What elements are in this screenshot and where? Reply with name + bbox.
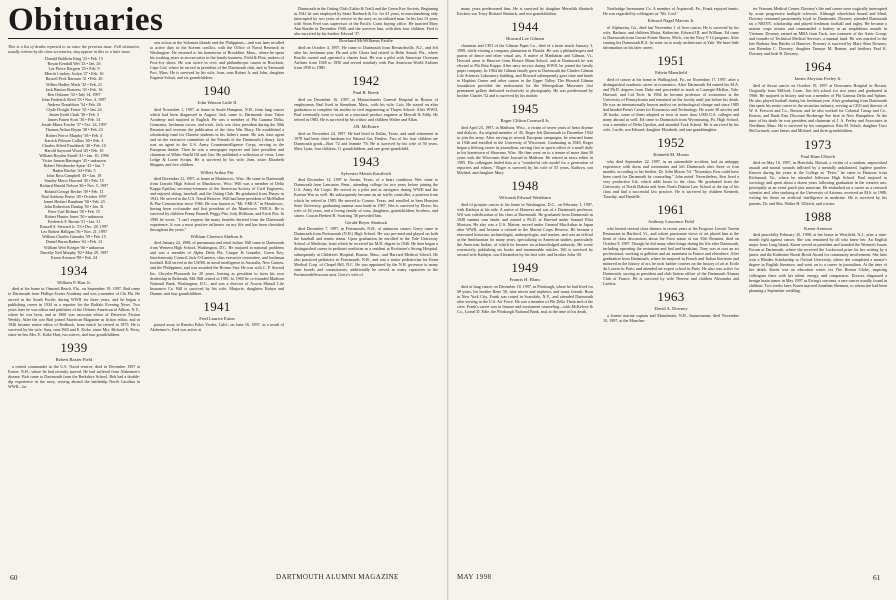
obituary-name: Paul Hans Ulbrich [801,153,835,159]
death-list-item: Ben Osborne '33 • July 14, 1997 [47,91,101,97]
obituary-text: passed away in Rancho Palos Verdes, Calif., on June 16, 1997, as a result of Alzheimer's. Fred was active at [150,322,284,333]
death-list-item: Merritt Lindsey Joslyn '27 • Feb. 16 [44,71,104,77]
obituary-text: who hosted several class dinners in recent years at his Frograce Lavoitt Tavern Restaurant in Hartford, Vt., and whose passionate views of art placed him at the heart of class discussions about the Frost statue at our 35th Reunion, died on October 9, 1997. Though he did many other things during his life after Dartmouth, including operating the restaurant and bed and breakfast, Tony was at root an art professional, working at galleries and art museums in France and elsewhere. After graduation from Dartmouth, where he majored in French and Italian literature and minored in the history of art, he took further courses on the history of art at Ecole du Louvre in Paris, and attended art-expert school in Paris. He also was active for Dartmouth, serving as president and club liaison officer of the Dartmouth Alumni Club of France. He is survived by wife Therese and children Alexandra and Laetitia. [603,225,739,287]
obituary-name: Howard Lee Gilman [506,36,544,42]
class-year-heading: 1949 [511,260,539,276]
obituary-text: chairman and CEO of the Gilman Paper Co., died of a heart attack January 3, 1998, while visiting a company plantation in Florida. He was a philanthropist and patron of dance and other visual arts. A native of Manhattan and Gilman, Vt., Howard came to Hanover from Horace Mann School, and at Dartmouth he was elected to Phi Beta Kappa. After navy service during WWII, he joined the family paper company. In 1964 the Gilman family gave to Dartmouth the Charles Gilman Life Sciences Laboratory building, and Howard subsequently gave time and funds to Hopkins Center and other causes in the Upper Valley. The Howard Gilman foundation provided the endowment for the Metropolitan Museum's first permanent gallery dedicated exclusively to photography. He was predeceased by brother Charles '52 and is survived by his mother. [457,42,593,99]
death-list-item: Richard Harold Nelson '46 • Nov. 5, 1997 [39,183,109,189]
obituary-name: Karen Arenson [804,225,832,231]
obituary-name: William P. Hart Jr. [57,279,91,285]
obituary-text: who died September 22, 1997, in an automobile accident, had an unhappy experience with dorm and roommates and left Dartmouth after three or four months, according to his brother, Dr. John Moran '54. "Nowadays Ken could have been cared for Dartmouth by counseling." John noted. Nevertheless, Ken lived a very productive life, which adds luster to the class. He graduated from the University of North Dakota and from North Dakota Law School at the top of his class and had a successful law practice. He is survived by children Kenneth, Timothy, and Danielle. [603,158,739,199]
obituary-text: died peacefully February 25, 1998, at her home in Westfield, N.J., after a nine-month fight against cancer. She was remained by all who knew her. An English major from Long Island, Karen served as president and founded the Women's Issues Forum at Dartmouth, where she received the Lockwood prize for her writing by a junior and the Katherine Brook Brock Award for community involvement. She later won a Rhodes Scholarship to Oxford University, where she completed a master's degree in English literature, and went on to a career in journalism. At the time of her death, Karen was an education writer for The Boston Globe, inspiring colleagues there with her talent, energy, and compassion. Doctors diagnosed a benign brain tumor in May 1997 as Ewing's sarcoma, a rare cancer usually found in children. Two weeks later, Karen married Jonathan Sherman, to whom she had been planning a September wedding. [749,232,887,293]
obituary-text: a former marine captain and Manchester, N.H., businessman, died November 10, 1997, at the Manches- [603,312,739,323]
obituary-text: of Alpharetta, Ga., died last November 1 of liver cancer. He is survived by his wife, Barbara, and children Moira, Katherine, Edward III, and William. Ed came to Dartmouth from Grosse Pointe Shores, Mich., via the Navy V-12 program. After earning his Dartmouth B.A. he went on to study architecture at Yale. We have little information on his later career. [603,24,739,50]
death-list-item: William Boyden Ensell '41 • Jan. 10, 1996 [39,152,109,158]
left-page [0,0,446,600]
death-list-item: William Weir Krieger '66 • unknown [43,244,105,250]
death-list-item: William Charles Grimsby '59 • Feb. 15 [42,234,106,240]
obituary-name: Kenneth M. Moran [653,152,689,158]
obituary-text: died of cancer at his home in Wallingford, Pa., on November 17, 1997, after a distinguished academic career in economics. After Dartmouth Ed earned his M.A. and Ph.D. degrees from Duke and proceeded to teach at Carnegie-Mellon, Yale, Harvard, and Cal Tech. In 1964 he became professor of economics at the University of Pennsylvania and remained on the faculty until just before his death. He was an internationally known analyst on technological change and since 1985 had headed Penn's Center for Economics and Technology. He wrote 30 articles and 20 books, some of them adopted as texts at more than 1,000 U.S. colleges and many abroad as well. Ed came to Dartmouth from Wyomissing, Pa. High School, was a member of Delta Upsilon, and attended Tuck School. He is survived by his wife, Lucile, son Edward, daughter Elizabeth, and one granddaughter. [603,76,739,132]
death-list-item: Andrew Donaldson '34 • Feb. 26 [47,101,101,107]
obituary-text: died December 21, 1997, at home in Manitowoc, Wisc. He came to Dartmouth from Lincoln High School in Manitowoc, Wisc. Will was a member of Delta Kappa Epsilon, secretary-treasurer of the American Society of Civil Engineers, and enjoyed skiing, baseball, and the Outing Club. He graduated from Thayer in 1941. He served in the U.S. Naval Reserve. Will had been president of McMullen & Pitz Construction since 1946. He was known as "Mr. YMCA" in Manitowoc, having been co-founder and first president of the Manitowoc YMCA. He is survived by children Penny Barnell, Peggy Pitz, Jody Holloran, and Erich Pitz. In 1990 he wrote, "I can't express the many benefits derived from the Dartmouth experience. It was a most positive influence on my life and has been cherished throughout the years." [150,176,284,232]
class-year-heading: 1940 [203,83,231,99]
obituary-text: died at his home in Ormond Beach, Fla., on September 19, 1997. Bud came to Dartmouth from Phillips Exeter Academy and was a member of Chi Phi. He served in the South Pacific during WWII for three years, and he began a publishing career in 1934 as a reporter for the Buffalo Evening News. Two years later he was editor and publisher of the Orleans American in Albion, N.Y., where he was born, and in 1960 was associate editor of Detective Fiction Weekly. After the war Bud joined American Magazine as fiction editor, and in 1946 became senior editor of Redbook, from which he retired in 1975. He is survived by his wife, Sara, sons Will and E. Kirke, sister Mrs. Richard A. Perry, sister-in-law Mrs. E. Kirke Hart, two nieces, and four grandchildren. [8,286,140,337]
death-list-item: Haden Ritchie '44 • Feb. 5 [52,168,96,174]
obituary-name: Francis H. Blanc [509,277,541,283]
obituary-name: Robert Baxter Field [55,356,93,362]
death-list-item: Harold Sayward Wood '40 • Feb. 10 [44,147,104,153]
obituary-name: Rowland McWilliams Fairlie [339,38,393,44]
column-right-1 [457,6,593,569]
obituary-name: Willett Arthur Pitt [200,169,234,175]
death-list-item: Lee Pierce Bergren '25 • Feb. 9 [48,66,100,72]
class-year-heading: 1944 [511,19,539,35]
class-year-heading: 1988 [804,208,832,224]
obituary-name: J.B. McEntire [353,123,379,129]
death-list [8,56,140,260]
obituary-name: Edward Nagel Marcus Jr. [647,18,695,24]
obituary-text: died December 12, 1997 in Austin, Texas, of a heart condition. Wes came to Dartmouth from Lancaster, Penn., attending college for two years before joining the U.S. Army Air Corps. He served as a pilot and as navigator during WWII and the Korean War as well. He subsequently became an air traffic controller, a position from which he retired in 1985. He moved to Conroe, Texas, and enrolled in Sam Houston State University, graduating summa cum laude in 1987. Wes is survived by Eloise, his wife of 44 years, and a loving family of sons, daughters, grandchildren, brothers, and sisters. Cousin Herbert B. Swarting '38 preceded him. [294,177,438,218]
death-list-item: Russell S. Steward Jr. '53 • Dec. 28, 1997 [40,224,108,230]
class-year-heading: 1943 [352,153,380,169]
obituary-text: saw action in the Solomon Islands and the Philippines—and was later recalled to active duty in the Korean conflict, with the Office of Naval Research in Washington. He returned to his hometown of Brookline, Mass., where he spent his working years as an executive in the family business, Field & Flint, makers of Foot-Joy shoes. He was active in civic and philanthropic causes in Brockton, Cape Cod, where he served as president of the Dartmouth club, and in Yarmouth Port, Mass. He is survived by his wife, Jean, sons Robert Jr. and John, daughter Eugenie Schott, and six grandchildren. [150,40,284,81]
class-year-heading: 1941 [203,298,231,314]
death-list-item: Donald Baldwin King '23 • Feb. 15 [45,56,103,62]
death-list-item: Boyan Kendall Wei '23 • Jan. 26 [47,61,101,67]
page-title: Obituaries [8,2,164,38]
class-year-heading: 1939 [60,339,88,355]
death-list-item: Robert Westbrooke Spear '43 • Jan. 7 [43,163,105,169]
class-year-heading: 1934 [60,262,88,278]
obituary-text: died of lung cancer on December 18, 1997, in Pittsburgh, where he had lived for 38 years, his brother Rene '50, nine nieces and nephews, and many friends. Born in New York City, Frank was raised in Scarsdale, N.Y., and attended Dartmouth after serving in the U.S. Air Force. He was a member of Phi Delta Theta and of the crew. Frank's career was in finance and investment counseling—with McKelvey & Co., Lionel D. Edie, the Pittsburgh National Bank, and, at the time of his death, [457,283,593,315]
death-list-item: John Frederick Reed '33 • Nov. 4, 1997 [41,96,107,102]
death-list-item: Jack Benton Hostress '33 • Feb. 16 [45,86,103,92]
death-list-item: Josiah Minot Fowler '37 • Oct. 24, 1997 [41,122,107,128]
class-year-heading: 1942 [352,73,380,89]
class-year-heading: 1961 [657,202,685,217]
class-year-heading: 1963 [657,289,685,305]
death-list-item: Charles Alfred Pinchbeck '40 • Feb. 10 [42,142,106,148]
death-list-item: Karrick Pelouze Collins '40 • Feb. 4 [44,137,104,143]
obituary-text: died on November 24, 1997. He had lived in Dallas, Texas, and until retirement in 1978 had been chief landman for Natural Gas Finders. Two of his four children are Dartmouth grads—Bart '72 and Jeannie '76. He is survived by his wife of 50 years, Mary Lynn, four children, 11 grandchildren, and one great-grandchild. [294,130,438,151]
death-list-item: Clyde Dwight Foster '35 • Jan. 24 [46,107,102,113]
class-year-heading: 1973 [804,136,832,152]
obituary-text: died December 7, 1997, in Portsmouth, N.H., of unknown causes. Gerry came to Dartmouth from Portsmouth (N.H.) High School. He was pre-med and played on both the baseball and tennis teams. Upon graduation he enrolled in the Yale University School of Medicine, from which he received his M.D. degree in 1946. He then began a distinguished career in pediatric medicine as a resident at Rochester's Strong Hospital, subsequently at Children's Hospital, Boston, Mass., and Harvard Medical School. He also practiced pediatrics in Portsmouth, N.H., and was a senior pediatrician for Kenn Medical Corp. of Chapel Hill, N.C. He was appointed by the N.H. governor to many state boards and commissions, additionally he served as many capacities in the Portsmouth/Seacoast area. Gerry's wife of [294,226,438,277]
class-year-heading: 1964 [804,59,832,75]
death-list-item: Roland George Becker '49 • Feb. 11 [44,188,104,194]
obituary-text: died April 23, 1997, in Madison, Wisc., a victim of seven years of heart disease and dialysis. An original member of '45, Roger left Dartmouth in December 1942 to join the army. After serving in several European campaigns, he returned home in 1946 and enrolled in the University of Wisconsin. Graduating in 1948, Roger began a lifelong career in journalism, serving first as sports editor of a small daily in his hometown of Shawano, Wisc. He then went on to a tenure of more than 30 years with the Wisconsin State Journal in Madison. He retired as news editor in 1985. His colleagues hailed him as a "wonderful role model for a generation of reporters and editors." Roger is survived by his wife of 55 years, Kathryn, son Michael, and daughter Mary. [457,124,593,176]
obituary-name: Paul B. Breck [353,90,379,96]
death-list-item: Timothy Neil Murphy '82 • May 29, 1997 [39,249,109,255]
column-right-2 [603,6,739,569]
obituary-name: Gerald Boyer Shattuck [344,219,388,225]
page-number-right: 61 [873,573,881,582]
class-year-heading: 1948 [511,178,539,194]
class-year-heading: 1952 [657,135,685,151]
column-left-3 [294,6,438,569]
footer-date: MAY 1998 [457,573,492,581]
column-left-2 [150,40,284,569]
column-left-1 [8,44,140,569]
obituary-name: Fred Laurice Eaton [199,315,235,321]
death-list-item: Thomas Arthur Bryan '38 • Feb. 23 [45,127,103,133]
class-year-heading: 1951 [657,52,685,68]
intro-text: This is a list of deaths reported to us since the previous issue. Full obituaries, usually written by the class secretaries, may appear in this or a later issue. [8,44,140,55]
column-right-3 [749,6,887,569]
page-number-left: 60 [10,573,18,582]
death-list-item: Robert Hunter Jones '50 • unknown [44,214,104,219]
obituary-text: died on May 10, 1997, in Honolulu, Hawaii, a victim of a random, unprovoked assault and mortal wounds inflicted by a mentally unbalanced, fugitive parolee. Known during his years at the College as "Peter," he came to Hanover from Richmond, Va., where he attended Jefferson High School. Paul majored in sociology and spent about a dozen years following graduation in the creative arts, principally as an event patch jazz musician. He embarked on a career as a research scientist and, after studying at the University of Arizona, received an M.S. in 1988, writing his thesis on artificial intelligence in medicine. He is survived by his parents, Dr. and Mrs. Walter H. Ulbrich, and a sister. [749,160,887,206]
death-list-item: James Herbert Burnham '50 • Feb. 23 [43,198,105,204]
obituary-text: died January 22, 1998, of pneumonia and renal failure. Bill came to Dartmouth from Western High School, Washington, D.C. He majored in national problems and was a member of Alpha Delta Phi, Casque & Gauntlet, Green Key, Interfraternity Council, Jack-O-Lantern, class executive committee, and freshman football. Bill served in the USNR, in naval intelligence in Australia, New Guinea, and the Philippines, and was awarded the Bronze Star. He was with C. P. Seward Inc. Chrysler-Plymouth for 20 years, leaving as president to form his own dealership in Bethesda, Md. Bill retired in 1981. In 1960 he co-founded Madison National Bank, Washington, D.C., and was a director of Acacia Mutual Life Insurance Co. Bill is survived by his wife, Marjorie, daughters Robyn and Dianne, and four grandchildren. [150,240,284,296]
obituary-text: died on December 16, 1997, at Massachusetts General Hospital in Boston of emphysema. Paul lived in Stoneham, Mass., with his wife, Lois. He stayed on after graduation to complete his studies in civil engineering at Thayer School. After WWII, Paul eventually went to work as a structural product engineer at Metcalf & Eddy. He retired in 1983. He is survived by his widow and children Walter and Allan. [294,96,438,122]
obituary-text: a retired commander in the U.S. Naval reserve, died in December 1997 at Exeter, N.H., where he had recently moved. He had suffered from Alzheimer's disease. Bob came to Dartmouth from the Berkshire School. Bob had a double-dip experience in the navy, serving aboard the battleship North Carolina in WWII—he [8,363,140,389]
death-list-item: Peter Carl Holmes '50 • Feb. 15 [48,208,100,214]
obituary-name: Anthony Lawrence Field [648,219,694,224]
death-list-item: James Keith Clark '36 • Feb. 3 [49,112,99,118]
obituary-name: John Watson Little II [197,100,237,106]
footer-magazine: DARTMOUTH ALUMNI MAGAZINE [276,573,399,581]
death-list-item: Stanley Morss Howard '45 • Feb. 15 [44,178,104,184]
death-list-item: Paul Anthony Peters '49 • October 1997 [41,193,107,199]
obituary-name: James Aloysius Feeley Jr. [794,76,842,82]
obituary-text: Northridge Investment Co. A member of Aspinwall, Pa., Frank enjoyed tennis. He was regarded by colleagues as "Mr. Cool." [603,6,739,17]
obituary-name: Wilcomb Edward Washburn [499,195,551,201]
death-list-item: Karen Arenson '88 • Feb. 24 [50,254,98,260]
obituary-text: died on October 4, 1997. He came to Dartmouth from Bernardsville, N.J., and left after his freshman year. He and wife Gloria had retired to Hobe Sound, Fla., where Rowlie owned and operated a charter boat. He was a pilot with American Overseas Airlines from 1948 to 1950 and served similarly with Pan American World Airlines from 1950 to 1980. [294,44,438,71]
obituary-name: Edwin Mansfield [655,69,687,75]
death-list-item: Wilber Hadley Mack '32 • Feb. 21 [45,81,102,87]
death-list-item: Daniel Baran Radner '62 • Feb. 13 [45,239,103,245]
death-list-item: Leo Robert Halligan '56 • Nov. 21, 1997 [40,229,108,235]
obituary-text: Dartmouth in the Outing Club (Cabin & Trail) and the Green Key Society. Beginning in 1941 he was employed by Sears Roebuck & Co. for 41 years, in merchandising only interrupted by two years of service in the navy as an enlisted man. In his last 13 years with Sears Fred was supervisor of the Pacific Coast buying office. He married Mary Ann Raeder in December 1940, and she survives him, with their four children. Fred is also survived by his brother Edward '37. [294,6,438,37]
death-list-item: John Robertson Dunlap '50 • Jan. 31 [44,203,104,209]
obituary-text: many years predeceased him. He is survived by daughter Meredith Shattuck Kecken, son Tracy Richard Shattuck, and two grandchildren. [457,6,593,17]
obituary-text: ter Veterans Medical Center. Downey's life and career were tragically interrupted by acute progressive multiple sclerosis. Although wheelchair bound and blind, Downey remained passionately loyal to Dartmouth. Downey attended Dartmouth on a NROTC scholarship and played freshman football and rugby. He became a marine corps aviator and commanded a battery in an amphibious assault in Vietnam. Downey earned an MBA from Tuck, was treasurer of the Aztec Group, and founder of Technical Medical Services, a manual fund. He was married to the late Barbara Ann Battles of Hanover. Downey is survived by Mary Shea Downey, son Brendan C. Downey, daughter Tamsyn M. Bonner, and brothers Paul K. Downey and Jude B. Downey. [749,6,887,57]
obituary-name: Roger Clifton Cornwell Jr. [500,118,550,124]
death-list-item: Frederick F. Brown '51 • Jan. 31 [47,219,101,225]
death-list-item: Victor Janson Barringer '43 • unknown [42,157,106,163]
obituary-text: died November 1, 1997, at home in South Hampton, N.H., from lung cancer which had been diagnosed in August. Jack came to Dartmouth from Tabor Academy and majored in English. He was a member of Phi Gamma Delta, Germania, freshman soccer, and track. Jack was class president during the 50th Reunion and oversaw the publication of the class War Diary. He established a scholarship fund for Chinese students in his father's name. He was class agent and on the executive committee of the Friends of the Dartmouth Library. Jack was an agent in the U.S. Army Counterintelligence Corps, serving in the European theater. Then he was a newspaper reporter and later president and chairman of White Shield Oil and Gas. He published a collection of verse, Lone Ledge & Loose Scraps. He is survived by his wife, Jean, sister Elizabeth Shippen, and five children. [150,106,284,168]
death-list-item: Robert Pierce Murphy '38 • Feb. 4 [45,132,103,138]
obituary-name: William Clarence Shelton Jr. [190,233,244,239]
right-page [449,0,896,600]
death-list-item: Russell Peck Barnum '31 • Feb. 20 [45,76,103,82]
obituary-text: died of prostate cancer at his home in Washington, D.C., on February 1, 1997, with Kathryn at his side. A native of Hanover and son of a Dartmouth professor, Wil was valedictorian of his class at Dartmouth. He graduated from Dartmouth in 1948 summa cum laude, and earned a Ph.D. at Harvard under Samuel Eliot Morison. He also was a U.S. Marine, served under General MacArthur in Japan after WWII, and became a colonel in the Marine Corps Reserve. He became a renowned historian, archaeologist, anthropologist, and teacher, and was an official at the Smithsonian for many years, specializing in American studies, particularly the American Indian, of which he became an acknowledged authority. He wrote extensively, publishing six books and innumerable articles. Wil is survived by second wife Kathryn, son Alexandros by his first wife, and brother John '49. [457,201,593,258]
death-list-item: John Ross Campbell '45 • Jan. 18 [46,173,102,179]
obituary-text: died of throat cancer on October 19, 1997 at Deaconess Hospital in Boston. Originally from Milford, Conn., Jim left school for two years and graduated in 1966. He majored in history and was a member of Phi Gamma Delta and Sphinx. He also played football during his freshman year. After graduating from Dartmouth Jim spent his entire career in the securities industry, serving as CEO and director of W. S. Prescott and Co., Boston, and he also worked for Colonial Group and Co., Boston, and Bank East Discount Brokerage See here in New Hampshire. At the time of his death he was president and chairman of J. A. Feeley and Associates in Needham, Mass. He is survived by his companion, Rita M. Schuh, daughter Traci McCormack, sons James and Michael, and three grandchildren. [749,83,887,134]
class-year-heading: 1945 [511,101,539,117]
obituary-name: Sylvester Martin Kauffroth [341,170,391,176]
obituary-name: David A. Downey [654,306,688,312]
death-list-item: James Patten Scott '36 • Feb. 14 [47,117,101,123]
